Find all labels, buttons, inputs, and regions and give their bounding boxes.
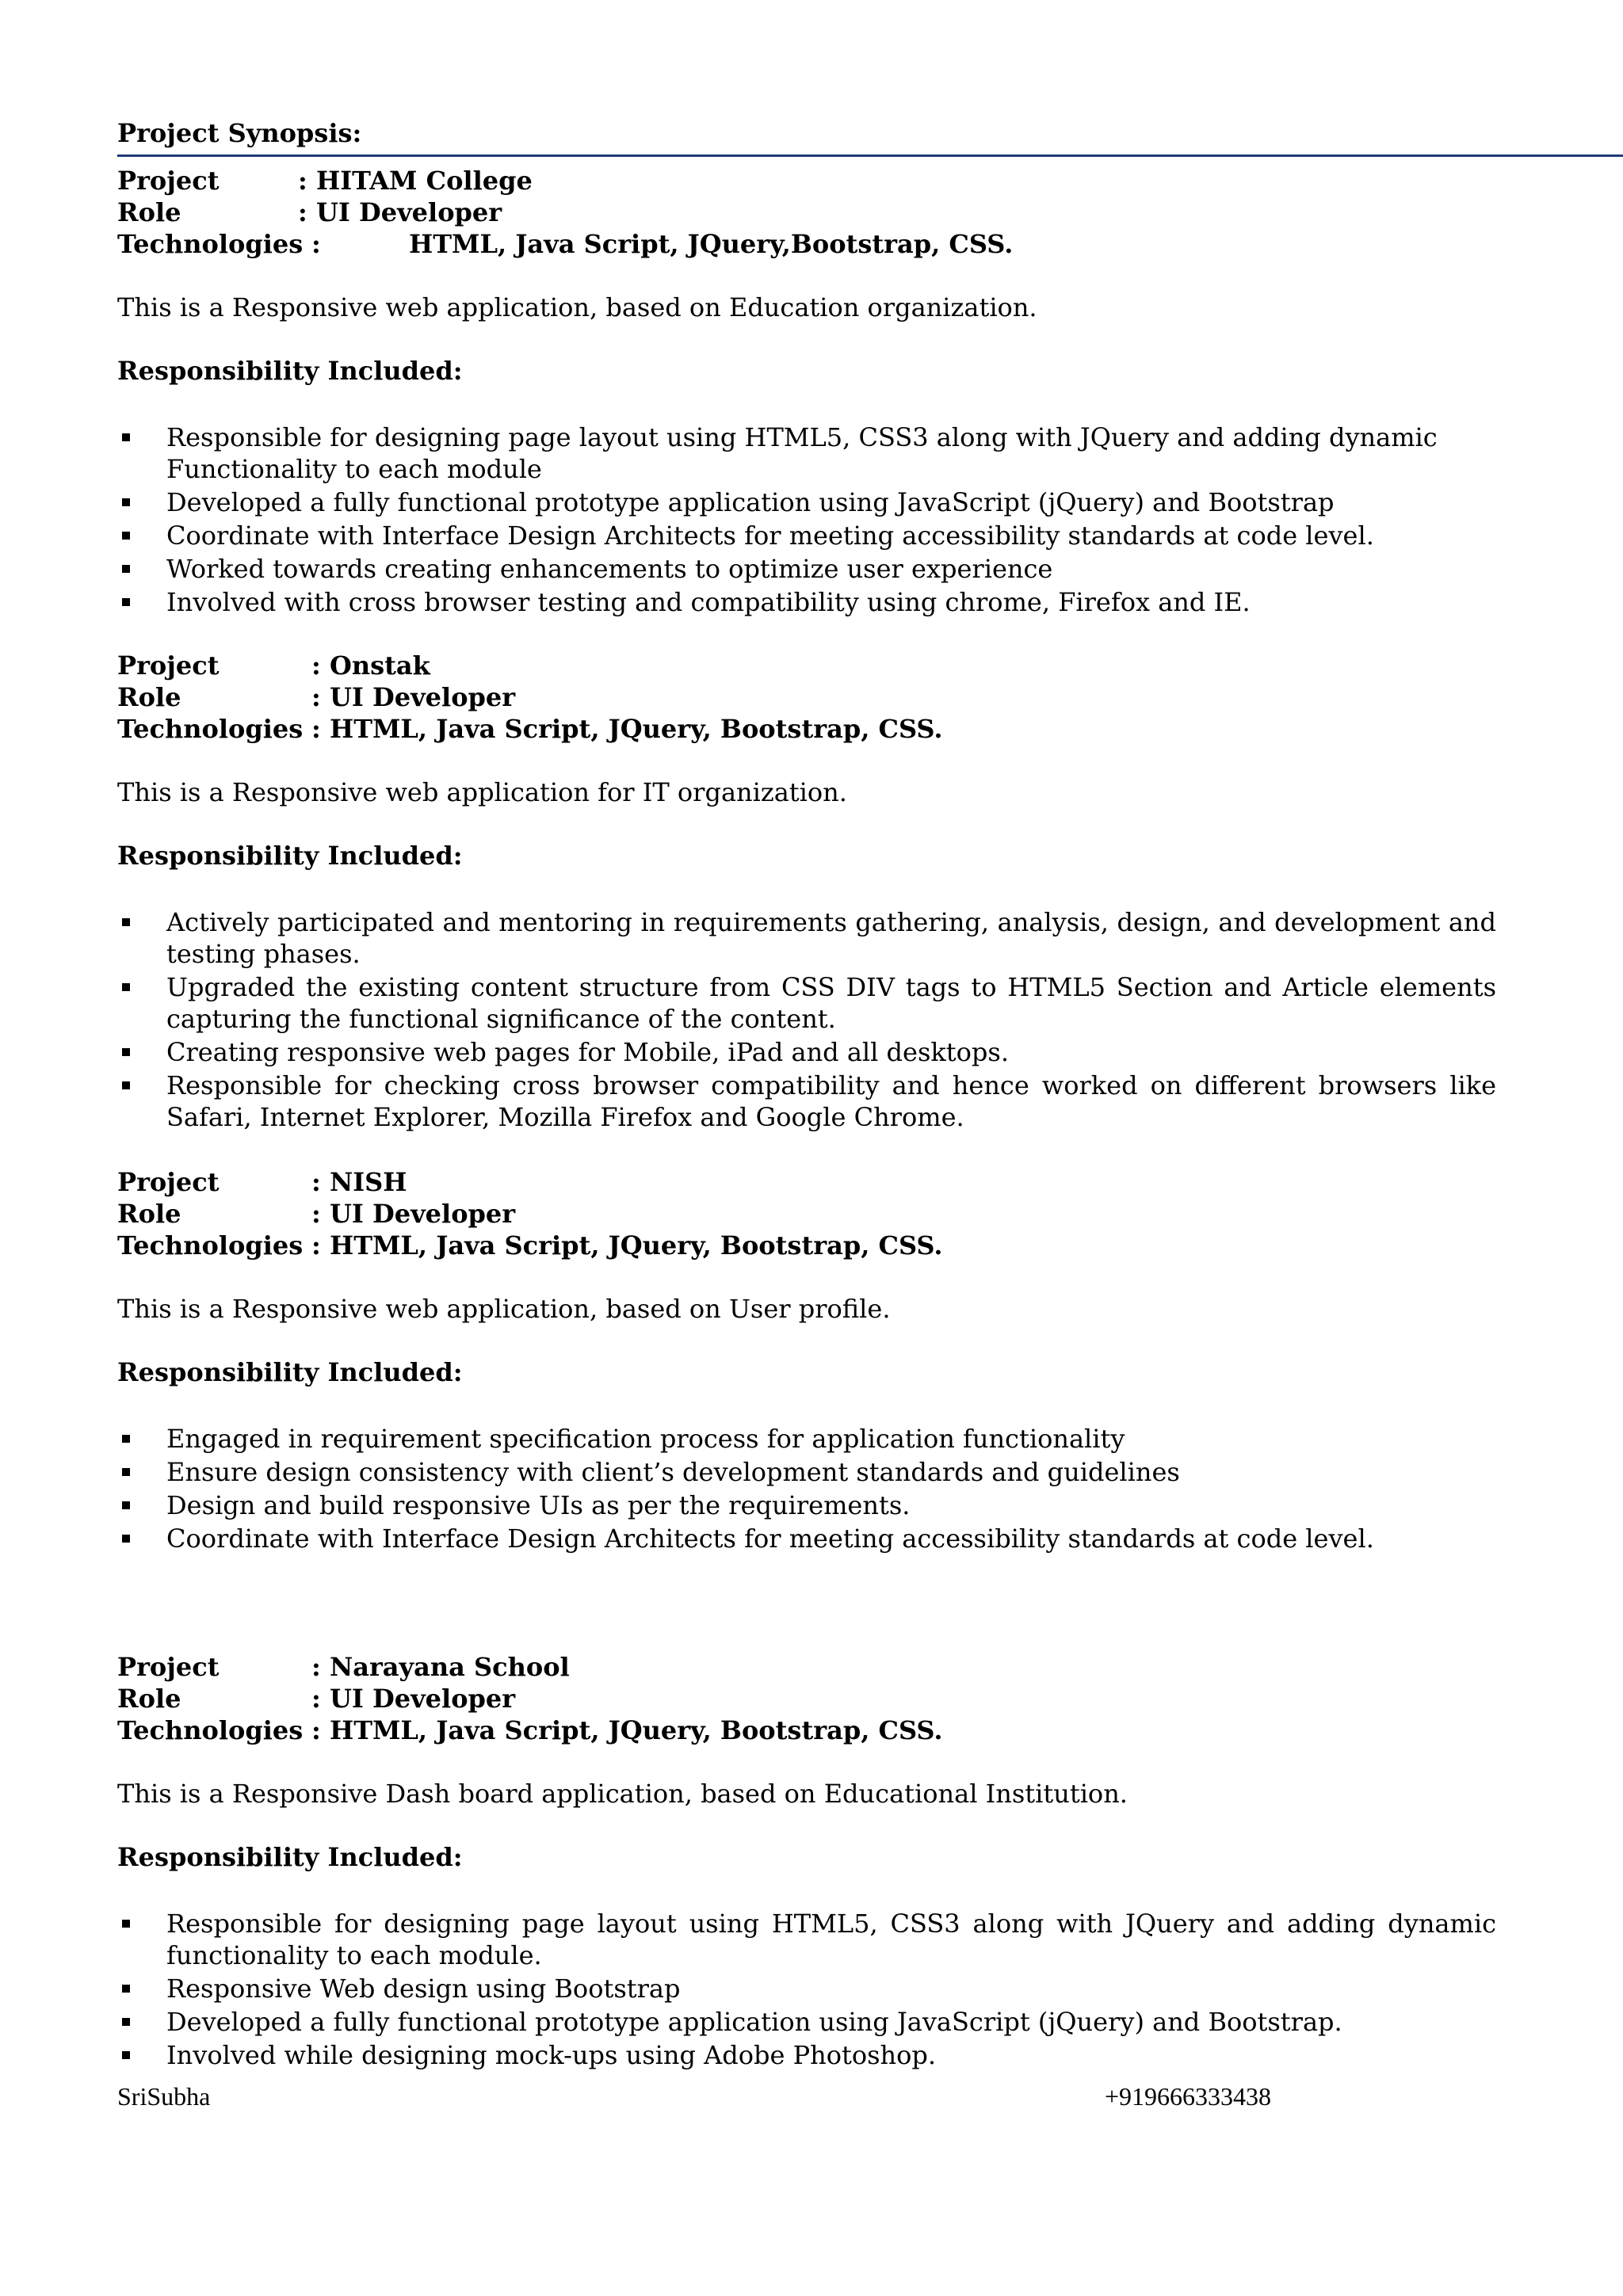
list-item: Coordinate with Interface Design Architects for meeting accessibility standards at code level. [117,1523,1496,1554]
technologies-label: Technologies [117,229,304,259]
technologies-label: Technologies [117,714,304,744]
project-name: : Narayana School [311,1652,570,1682]
project-row [117,165,1496,196]
role-label: Role [117,1199,181,1229]
responsibility-heading: Responsibility Included: [117,1357,463,1387]
role-value: : UI Developer [311,1199,516,1229]
list-item-continuation: Functionality to each module [166,454,542,484]
project-row [117,650,1496,681]
bullet-icon [122,1081,130,1089]
technologies-label: Technologies [117,1715,304,1745]
role-value: : UI Developer [298,197,502,227]
role-value: : UI Developer [311,1684,516,1714]
list-item: Upgraded the existing content structure from CSS DIV tags to HTML5 Section and Article elements capturing the functional significance of the content. [117,971,1496,1035]
bullet-icon [122,1501,130,1509]
list-item: Coordinate with Interface Design Architects for meeting accessibility standards at code level. [117,520,1496,551]
list-item: Actively participated and mentoring in requirements gathering, analysis, design, and development and testing phases. [117,906,1496,970]
role-row [117,196,1496,228]
responsibility-heading: Responsibility Included: [117,1842,463,1872]
bullet-icon [122,1985,130,1993]
footer-name: SriSubha [117,2082,211,2111]
technologies-row [117,1230,1496,1261]
list-item: Involved with cross browser testing and compatibility using chrome, Firefox and IE. [117,586,1496,618]
bullet-icon [122,918,130,926]
project-description: This is a Responsive web application for IT organization. [117,777,847,807]
technologies-value: : HTML, Java Script, JQuery, Bootstrap, CSS. [311,1715,943,1745]
list-item: Responsive Web design using Bootstrap [117,1973,1496,2004]
role-label: Role [117,682,181,712]
technologies-row [117,1714,1496,1746]
project-row [117,1166,1496,1198]
bullet-icon [122,1048,130,1056]
technologies-label: Technologies [117,1230,304,1261]
project-label: Project [117,1652,220,1682]
bullet-icon [122,1435,130,1443]
responsibility-heading: Responsibility Included: [117,356,463,386]
list-item: Ensure design consistency with client’s development standards and guidelines [117,1456,1496,1488]
list-item: Developed a fully functional prototype application using JavaScript (jQuery) and Bootstrap [117,486,1496,518]
bullet-icon [122,433,130,441]
project-block-onstak [117,650,1496,1135]
responsibility-list [117,1423,1496,1554]
project-name: : Onstak [311,650,430,681]
technologies-row [117,228,1496,260]
list-item: Responsible for designing page layout using HTML5, CSS3 along with JQuery and adding dynamic [117,421,1496,453]
list-item: Worked towards creating enhancements to optimize user experience [117,553,1496,585]
project-block-hitam [117,165,1496,620]
project-block-narayana [117,1651,1496,2073]
list-item: Responsible for checking cross browser compatibility and hence worked on different browsers like Safari, Internet Explorer, Mozilla Firefox and Google Chrome. [117,1070,1496,1133]
role-row [117,1683,1496,1714]
bullet-icon [122,532,130,540]
responsibility-heading: Responsibility Included: [117,841,463,871]
technologies-value: : HTML, Java Script, JQuery, Bootstrap, CSS. [311,1230,943,1261]
bullet-icon [122,1920,130,1928]
list-item: Involved while designing mock-ups using Adobe Photoshop. [117,2039,1496,2071]
responsibility-list [117,421,1496,618]
project-label: Project [117,166,220,196]
project-description: This is a Responsive web application, based on User profile. [117,1294,891,1324]
role-label: Role [117,1684,181,1714]
bullet-icon [122,1535,130,1543]
bullet-icon [122,983,130,991]
project-description: This is a Responsive web application, based on Education organization. [117,292,1037,322]
project-block-nish [117,1166,1496,1556]
list-item: Responsible for designing page layout using HTML5, CSS3 along with JQuery and adding dynamic functionality to each module. [117,1908,1496,1971]
heading-divider [117,154,1623,157]
list-item: Creating responsive web pages for Mobile, iPad and all desktops. [117,1036,1496,1068]
role-row [117,1198,1496,1230]
responsibility-list [117,1908,1496,2071]
technologies-value: HTML, Java Script, JQuery,Bootstrap, CSS. [409,229,1014,259]
list-item: Developed a fully functional prototype application using JavaScript (jQuery) and Bootstrap. [117,2006,1496,2038]
bullet-icon [122,1468,130,1476]
project-label: Project [117,1167,220,1197]
footer-phone: +919666333438 [1105,2082,1272,2111]
project-name: : NISH [311,1167,407,1197]
bullet-icon [122,598,130,606]
bullet-icon [122,2018,130,2026]
bullet-icon [122,565,130,573]
project-row [117,1651,1496,1683]
responsibility-list [117,906,1496,1133]
technologies-separator: : [311,229,321,259]
project-name: : HITAM College [298,166,533,196]
technologies-row [117,713,1496,745]
project-label: Project [117,650,220,681]
role-value: : UI Developer [311,682,516,712]
role-row [117,681,1496,713]
project-description: This is a Responsive Dash board application, based on Educational Institution. [117,1779,1128,1809]
bullet-icon [122,2051,130,2059]
bullet-icon [122,498,130,506]
role-label: Role [117,197,181,227]
list-item: Engaged in requirement specification process for application functionality [117,1423,1496,1455]
section-title: Project Synopsis: [117,118,362,148]
technologies-value: : HTML, Java Script, JQuery, Bootstrap, CSS. [311,714,943,744]
list-item: Design and build responsive UIs as per the requirements. [117,1489,1496,1521]
